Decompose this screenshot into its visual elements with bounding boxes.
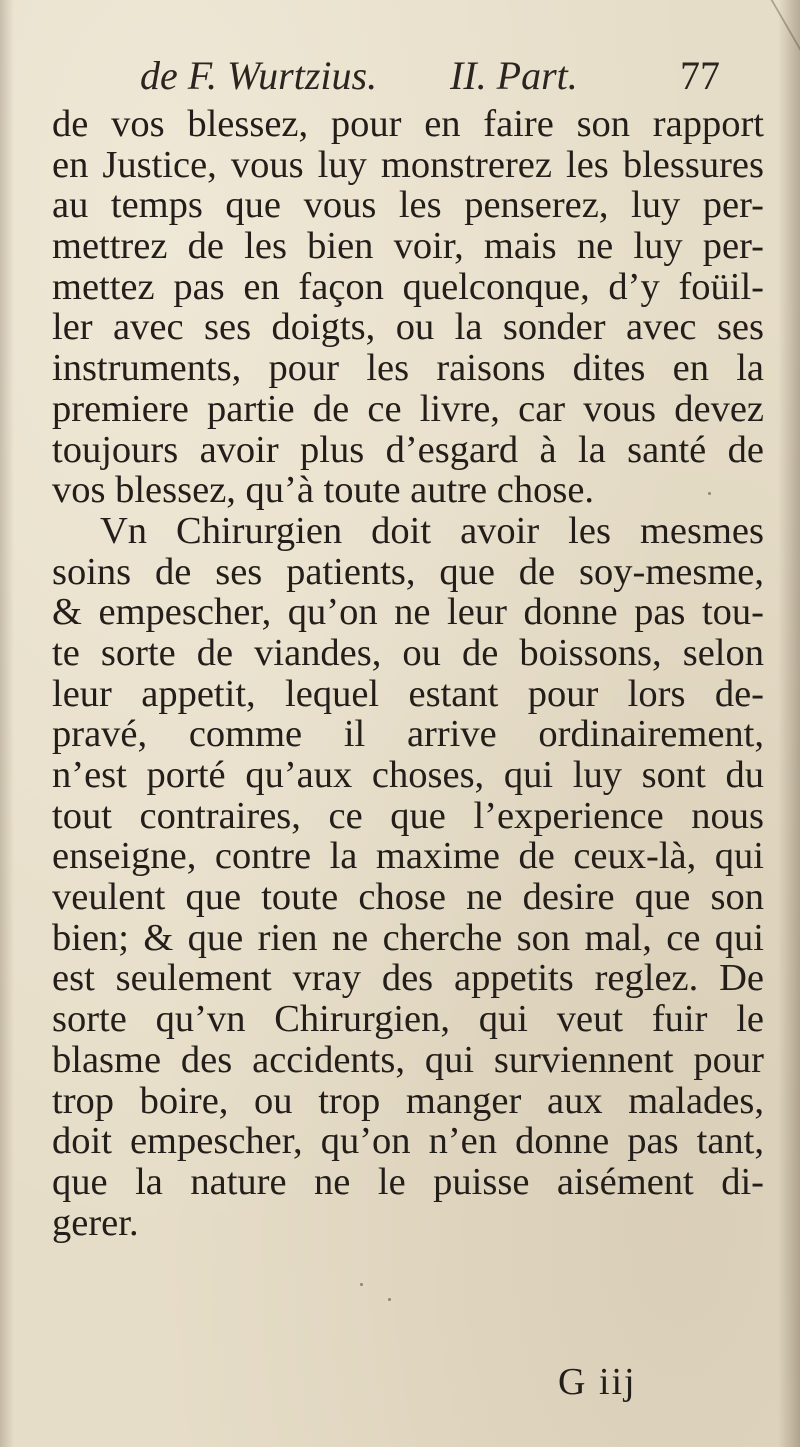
text-line: soins de ses patients, que de soy-mesme,	[52, 550, 764, 593]
paper-speck	[360, 1283, 363, 1286]
text-line: enseigne, contre la maxime de ceux-là, qui	[52, 835, 764, 878]
text-line: vos blessez, qu’à toute autre chose.	[52, 469, 595, 512]
text-line: pravé, comme il arrive ordinairement,	[52, 713, 764, 756]
text-line: instruments, pour les raisons dites en la	[52, 347, 764, 390]
text-line: tout contraires, ce que l’experience nous	[52, 794, 764, 837]
paper-speck	[708, 492, 711, 495]
text-line: premiere partie de ce livre, car vous devez	[52, 387, 764, 430]
text-line: au temps que vous les penserez, luy per-	[52, 184, 764, 227]
text-line: bien; & que rien ne cherche son mal, ce qui	[52, 916, 764, 959]
body-text	[52, 104, 764, 1243]
header-part: II. Part.	[450, 53, 578, 98]
paper-speck	[388, 1298, 391, 1301]
text-line: mettez pas en façon quelconque, d’y foüil-	[52, 265, 764, 308]
text-line: veulent que toute chose ne desire que son	[52, 876, 764, 919]
text-line: gerer.	[52, 1201, 139, 1244]
running-header	[140, 52, 780, 104]
text-line: Vn Chirurgien doit avoir les mesmes	[100, 509, 764, 552]
text-line: est seulement vray des appetits reglez. De	[52, 957, 764, 1000]
text-line: blasme des accidents, qui surviennent pour	[52, 1038, 764, 1081]
text-line: de vos blessez, pour en faire son rapport	[52, 103, 764, 145]
text-line: que la nature ne le puisse aisément di-	[52, 1160, 764, 1203]
text-line: sorte qu’vn Chirurgien, qui veut fuir le	[52, 998, 764, 1041]
text-line: ler avec ses doigts, ou la sonder avec ses	[52, 306, 764, 349]
text-line: n’est porté qu’aux choses, qui luy sont du	[52, 754, 764, 796]
text-line: trop boire, ou trop manger aux malades,	[52, 1079, 764, 1122]
text-line: te sorte de viandes, ou de boissons, selon	[52, 631, 764, 674]
text-line: & empescher, qu’on ne leur donne pas tou-	[52, 591, 764, 634]
text-line: toujours avoir plus d’esgard à la santé de	[52, 428, 764, 471]
page-number: 77	[680, 53, 720, 98]
text-line: leur appetit, lequel estant pour lors de-	[52, 672, 764, 715]
text-line: en Justice, vous luy monstrerez les blessures	[52, 143, 764, 186]
text-line: mettrez de les bien voir, mais ne luy per-	[52, 225, 764, 268]
page-edge-shadow-left	[0, 0, 14, 1447]
text-line: doit empescher, qu’on n’en donne pas tant,	[52, 1120, 764, 1163]
page-edge-shadow-right	[778, 0, 800, 1447]
header-title: de F. Wurtzius.	[140, 53, 378, 98]
signature-mark: G iij	[558, 1361, 637, 1403]
